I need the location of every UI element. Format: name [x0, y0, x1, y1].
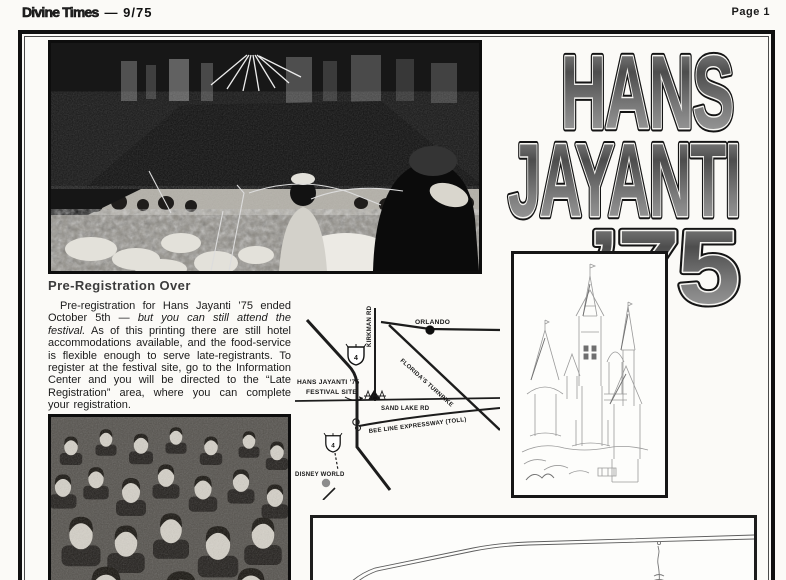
article-body: As of this printing there are still hotel accommodations available, and the food-service is flexible enough to serve late-registrants. To register at the festival site, go to the Information Center and you will be directed to the “Late Registration” area, where you can complete your registration. [48, 324, 291, 412]
issue-label: — 9/75 [104, 5, 153, 20]
page-number: Page 1 [731, 6, 770, 18]
orlando-dot [425, 325, 434, 334]
map-label-bee-line: BEE LINE EXPRESSWAY (TOLL) [368, 417, 467, 435]
castle-sketch-box [511, 251, 668, 498]
map-label-sand-lake-rd: SAND LAKE RD [381, 406, 430, 412]
masthead [22, 4, 152, 20]
castle-sketch [514, 254, 665, 495]
map-label-kirkman-rd: KIRKMAN RD [367, 305, 373, 347]
interstate-4-shield-south [324, 433, 342, 452]
site-plan-sketch [313, 518, 754, 580]
map-label-disney-world: DISNEY WORLD [295, 472, 345, 478]
mini-castle-sketch [651, 541, 667, 580]
festival-map [293, 300, 500, 500]
crowd-photo [48, 414, 291, 580]
article-italic-phrase: but you can still attend the festival. [48, 312, 291, 337]
interstate-4-shield [346, 344, 366, 365]
svg-text:4: 4 [331, 442, 335, 450]
article-lead: Pre-registration for Hans Jayanti ’75 ended October 5th — [48, 300, 291, 325]
map-label-turnpike: FLORIDA'S TURNPIKE [398, 358, 454, 409]
pre-registration-article [48, 278, 291, 412]
stage-photo [48, 40, 482, 274]
article-heading: Pre-Registration Over [48, 278, 191, 293]
site-plan-box [310, 515, 757, 580]
map-label-festival-site-1: HANS JAYANTI ’75 [297, 379, 360, 386]
stage-photo-image [51, 43, 479, 271]
map-label-festival-site-2: FESTIVAL SITE [306, 389, 357, 396]
masthead-logo: Divine Times [22, 4, 99, 20]
crowd-photo-image [51, 417, 288, 580]
disney-world-dot [322, 479, 330, 487]
map-label-orlando: ORLANDO [415, 319, 451, 326]
i4-road [307, 320, 390, 490]
svg-text:4: 4 [354, 355, 358, 362]
article-paragraph [48, 300, 291, 412]
